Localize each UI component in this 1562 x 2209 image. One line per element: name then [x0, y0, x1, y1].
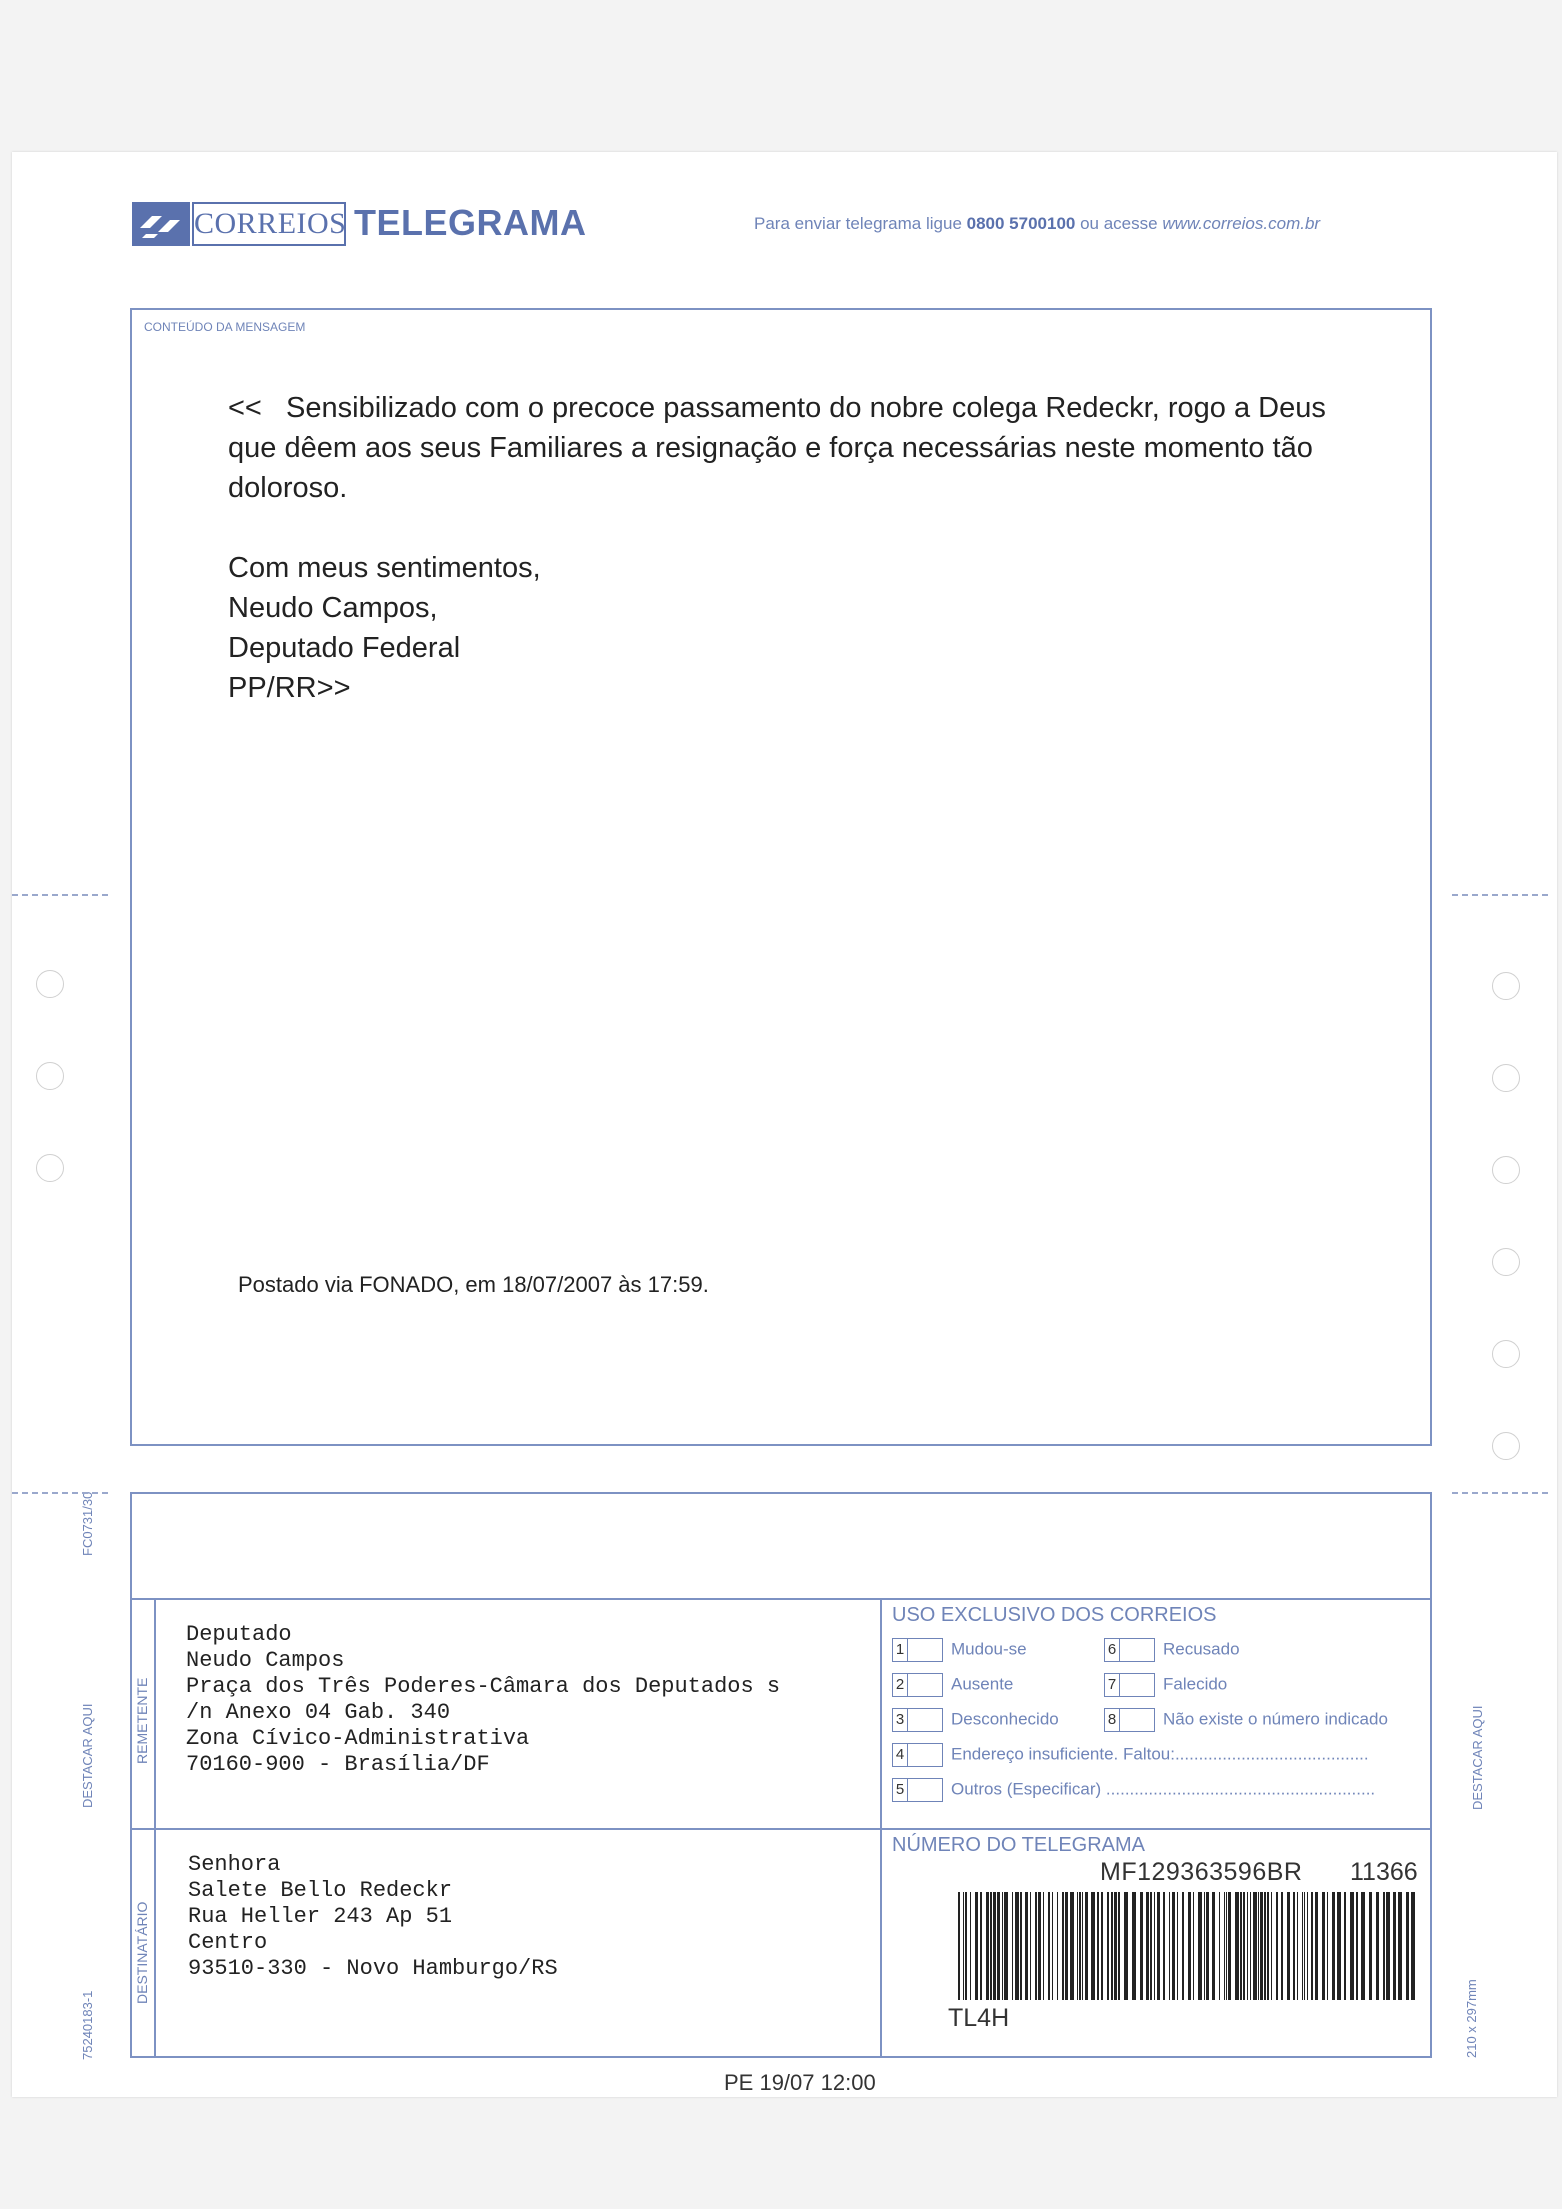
- postmark-stamp: PE 19/07 12:00: [724, 2070, 876, 2095]
- option-1: 1 Mudou-se: [892, 1638, 1027, 1662]
- logo-wordmark: CORREIOS: [192, 202, 346, 246]
- option-3: 3 Desconhecido: [892, 1708, 1059, 1732]
- telegram-number-title: NÚMERO DO TELEGRAMA: [892, 1834, 1145, 1856]
- paper-size-label: 210 x 297mm: [1464, 1979, 1479, 2058]
- correios-arrows-icon: [132, 202, 190, 246]
- header-info: [754, 214, 1320, 234]
- option-4: 4 Endereço insuficiente. Faltou:.........................................: [892, 1743, 1369, 1767]
- website-link[interactable]: www.correios.com.br: [1162, 214, 1321, 233]
- uso-exclusivo-title: USO EXCLUSIVO DOS CORREIOS: [892, 1604, 1217, 1626]
- barcode: [958, 1892, 1422, 2000]
- message-body: [228, 388, 1368, 708]
- correios-logo: [132, 202, 347, 246]
- address-box: [130, 1492, 1432, 2058]
- option-7: 7 Falecido: [1104, 1673, 1227, 1697]
- recipient-address: Senhora Salete Bello Redeckr Rua Heller 243 Ap 51 Centro 93510-330 - Novo Hamburgo/RS: [188, 1852, 558, 1981]
- info-prefix: Para enviar telegrama ligue: [754, 214, 967, 233]
- telegram-number: MF129363596BR: [1100, 1858, 1303, 1886]
- telegram-sheet: [12, 152, 1557, 2097]
- closing-line: PP/RR>>: [228, 672, 351, 704]
- message-paragraph: << Sensibilizado com o precoce passamento do nobre colega Redeckr, rogo a Deus que dêem aos seus Familiares a resignação e força necessárias neste momento tão doloroso.: [228, 392, 1334, 504]
- sender-label: REMETENTE: [134, 1677, 150, 1764]
- closing-line: Neudo Campos,: [228, 592, 438, 624]
- option-5: 5 Outros (Especificar) .........................................................: [892, 1778, 1375, 1802]
- message-label: CONTEÚDO DA MENSAGEM: [144, 320, 306, 334]
- closing-line: Com meus sentimentos,: [228, 552, 541, 584]
- option-6: 6 Recusado: [1104, 1638, 1240, 1662]
- posted-note: Postado via FONADO, em 18/07/2007 às 17:59.: [238, 1272, 709, 1297]
- document-title: TELEGRAMA: [354, 202, 587, 243]
- form-code-label: FC0731/30: [80, 1491, 95, 1556]
- phone-number: 0800 5700100: [966, 214, 1076, 233]
- cut-here-right: DESTACAR AQUI: [1470, 1705, 1485, 1810]
- telegram-code: 11366: [1350, 1858, 1418, 1886]
- sender-address: Deputado Neudo Campos Praça dos Três Poderes-Câmara dos Deputados s /n Anexo 04 Gab. 340 Zona Cívico-Administrativa 70160-900 - Brasília/DF: [186, 1622, 781, 1777]
- option-8: 8 Não existe o número indicado: [1104, 1708, 1388, 1732]
- info-mid: ou acesse: [1075, 214, 1163, 233]
- recipient-label: DESTINATÁRIO: [134, 1901, 150, 2004]
- cut-here-left: DESTACAR AQUI: [80, 1703, 95, 1808]
- option-2: 2 Ausente: [892, 1673, 1013, 1697]
- service-code: TL4H: [948, 2004, 1010, 2032]
- closing-line: Deputado Federal: [228, 632, 461, 664]
- message-box: [130, 308, 1432, 1446]
- serial-label: 75240183-1: [80, 1990, 95, 2060]
